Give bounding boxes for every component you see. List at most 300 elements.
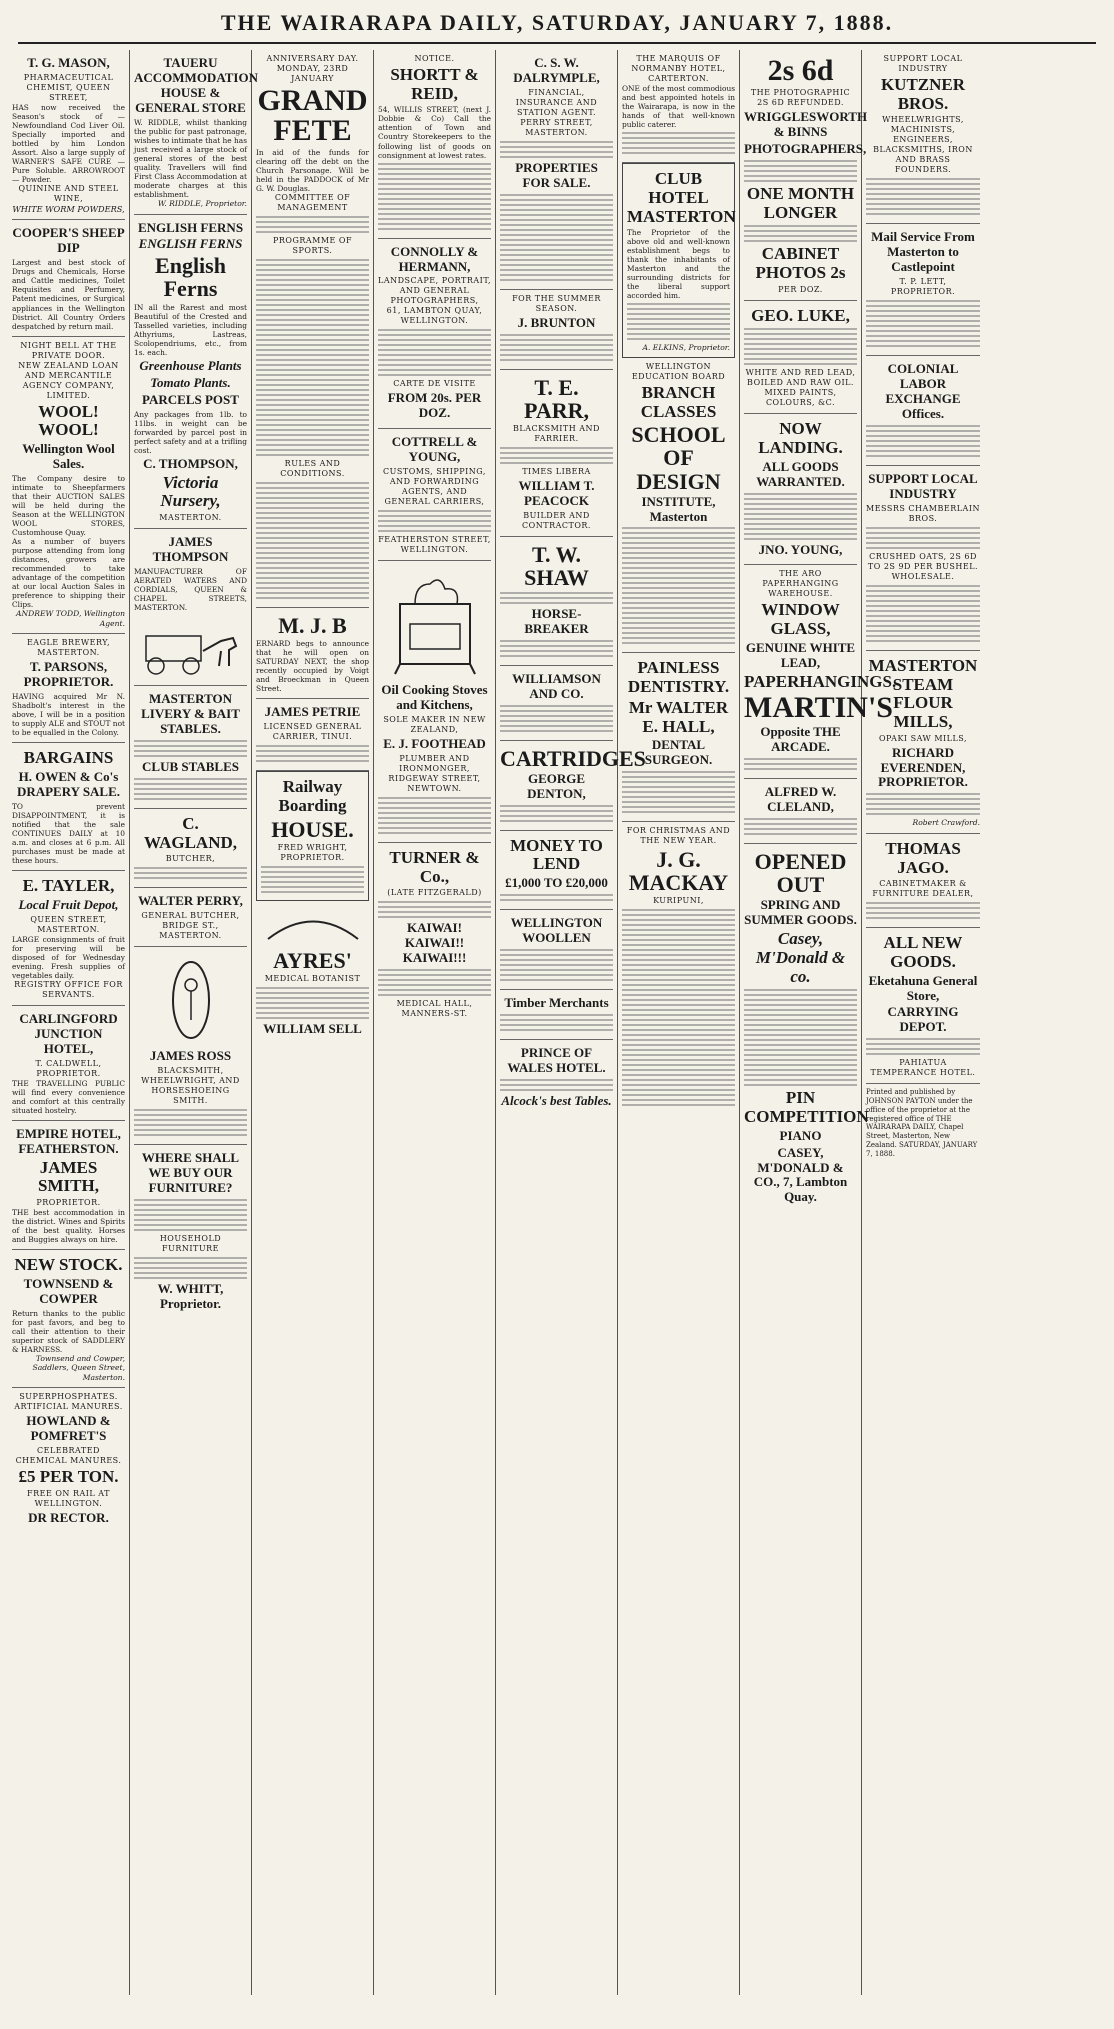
ad-body-text <box>134 778 247 800</box>
ad-title: J. G. MACKAY <box>628 847 729 896</box>
ad-headline: BARGAINS <box>23 748 114 768</box>
ad-title: OPENED OUT <box>754 849 847 898</box>
ad-body-text <box>744 818 857 835</box>
ad-manures <box>12 1388 125 1533</box>
ad-section: COMMITTEE OF MANAGEMENT <box>274 193 351 213</box>
ad-flour-mills <box>866 651 980 834</box>
ad-title: CONNOLLY & HERMANN, <box>390 243 479 274</box>
ad-title: Railway Boarding <box>278 777 347 816</box>
ad-body-text <box>500 1014 613 1031</box>
ad-body-text <box>134 740 247 757</box>
ad-subtitle: INSTITUTE, Masterton <box>641 493 716 524</box>
ad-cottrell-young <box>378 429 491 561</box>
ad-section: PAPERHANGINGS. <box>744 671 897 691</box>
column-2 <box>130 50 258 1995</box>
ad-title: WRIGGLESWORTH & BINNS <box>744 109 868 139</box>
ad-taueru-store <box>134 50 258 215</box>
column-7 <box>740 50 897 1995</box>
ad-new-stock <box>12 1250 125 1388</box>
ad-section: PROGRAMME OF SPORTS. <box>272 236 353 256</box>
ad-owner: WILLIAM T. PEACOCK <box>518 477 595 508</box>
ad-subtitle: CUSTOMS, SHIPPING, AND FORWARDING AGENTS, AND GENERAL CARRIERS, <box>383 467 486 507</box>
ad-body-text <box>256 987 369 1019</box>
ad-title: MONEY TO LEND <box>510 835 603 874</box>
ad-section: Tomato Plants. <box>150 374 231 390</box>
ad-title: Timber Merchants <box>504 994 609 1010</box>
ad-body-text <box>378 797 491 834</box>
ad-signature: ANDREW TODD, Wellington Agent. <box>16 609 125 628</box>
ad-oil-stoves <box>378 561 491 843</box>
ad-woollen <box>500 910 613 990</box>
ad-body: The Company desire to intimate to Sheepfarmers that their AUCTION SALES will be held during the Season at the WELLINGTON WOOL STORES, Customhouse Quay. <box>12 473 125 538</box>
ad-livery-stables <box>134 686 247 809</box>
ad-brunton <box>500 290 613 370</box>
ad-footer: CASEY, M'DONALD & CO., 7, Lambton Quay. <box>753 1144 848 1205</box>
ad-price: £5 PER TON. <box>18 1467 119 1487</box>
ad-bernard <box>256 608 369 699</box>
ad-now-landing <box>744 414 857 565</box>
ad-body-text <box>261 866 364 893</box>
ad-price-headline: 2s 6d <box>767 54 834 87</box>
ad-signature: Townsend and Cowper, Saddlers, Queen Street, Masterton. <box>32 1353 125 1382</box>
ad-subtitle: LANDSCAPE, PORTRAIT, AND GENERAL PHOTOGRAPHERS, <box>378 276 492 306</box>
ad-eketahuna <box>866 928 980 1084</box>
ad-marquis-hotel <box>622 50 735 163</box>
ad-body-text <box>622 909 735 1106</box>
ad-product: CELEBRATED CHEMICAL MANURES. <box>15 1446 122 1466</box>
ad-title: NOW LANDING. <box>758 419 843 457</box>
ad-body-text <box>866 793 980 815</box>
ad-title: H. OWEN & Co's DRAPERY SALE. <box>16 769 121 799</box>
ad-geo-luke <box>744 301 857 415</box>
ad-subtitle: KURIPUNI, <box>653 896 704 906</box>
ad-prince-wales <box>500 1040 613 1116</box>
ad-title: NIGHT BELL AT THE PRIVATE DOOR. <box>20 340 117 360</box>
ad-owner: FRED WRIGHT, PROPRIETOR. <box>277 842 348 862</box>
ad-signature: A. ELKINS, Proprietor. <box>642 343 730 353</box>
ad-owner: RICHARD EVERENDEN, PROPRIETOR. <box>878 744 968 790</box>
ad-shortt-reid <box>378 50 491 239</box>
ad-title: M. J. B <box>278 613 347 639</box>
ad-title: T. W. SHAW <box>524 541 589 590</box>
ad-title: TAUERU ACCOMMODATION HOUSE & GENERAL STORE <box>134 55 258 115</box>
ad-trade: BUILDER AND CONTRACTOR. <box>522 510 591 530</box>
ad-analyst: DR RECTOR. <box>28 1509 109 1525</box>
ad-title: E. TAYLER, <box>22 876 115 896</box>
ad-title: JAMES ROSS <box>149 1048 232 1064</box>
cooking-stove-illustration <box>385 569 485 679</box>
ad-cleland <box>744 779 857 844</box>
ad-timber <box>500 990 613 1040</box>
ad-title: JAMES PETRIE <box>264 704 361 720</box>
column-6 <box>618 50 740 1995</box>
ad-street: QUEEN STREET, MASTERTON. <box>30 914 107 934</box>
ad-body-text <box>622 132 735 154</box>
ad-mason <box>12 50 125 220</box>
ad-subtitle: SOLE MAKER IN NEW ZEALAND, <box>383 715 486 735</box>
ad-body-text <box>627 303 730 340</box>
ad-petrie <box>256 699 369 771</box>
ad-body-text <box>378 329 491 376</box>
ad-title: SUPPORT LOCAL INDUSTRY <box>868 470 978 501</box>
ad-headline: NEW STOCK. <box>14 1255 123 1275</box>
ad-label: FOR THE SUMMER SEASON. <box>512 293 601 313</box>
ad-headline: WOOL! WOOL! <box>38 401 99 440</box>
ad-prize: PIANO <box>779 1127 822 1143</box>
ad-trade: PLUMBER AND IRONMONGER, RIDGEWAY STREET, NEWTOWN. <box>388 754 481 793</box>
ad-title: WELLINGTON WOOLLEN <box>510 914 603 945</box>
column-5 <box>496 50 646 1995</box>
ad-railway-boarding <box>256 771 369 900</box>
ad-body: Any packages from 1lb. to 11lbs. in weight can be forwarded by parcel post in perfect safety and at a trifling cost. <box>134 409 247 455</box>
ad-title: GEO. LUKE, <box>751 305 850 325</box>
ad-owner: E. J. FOOTHEAD <box>383 736 486 752</box>
ad-signature: WILLIAM SELL <box>263 1020 362 1036</box>
ad-body-text <box>378 510 491 532</box>
ad-body: THE best accommodation in the district. Wines and Spirits of the best quality. Horses and Buggies always on hire. <box>12 1208 125 1245</box>
ad-body-text <box>256 745 369 762</box>
ad-trade: BUTCHER, <box>165 854 216 864</box>
ad-body: In aid of the funds for clearing off the debt on the Church Parsonage. Will be held in the PADDOCK of Mr G. W. Douglas. <box>256 148 369 194</box>
ad-trade: BLACKSMITH AND FARRIER. <box>513 423 600 443</box>
ad-section: PARCELS POST <box>142 391 239 407</box>
ad-subtitle: Alcock's best Tables. <box>501 1092 612 1108</box>
ad-subtitle: Local Fruit Depot, <box>18 896 119 912</box>
ad-body-text <box>866 527 980 549</box>
ad-label: THE ARO PAPERHANGING WAREHOUSE. <box>762 569 839 599</box>
horseshoe-figure-illustration <box>161 955 221 1045</box>
ad-street: 61, LAMBTON QUAY, WELLINGTON. <box>386 306 483 326</box>
printer-imprint: Printed and published by JOHNSON PAYTON under the office of the proprietor at the registered office of THE WAIRARAPA DAILY, Chapel Street, Masterton, New Zealand. SATURDAY, JANUARY 7, 1888. <box>866 1088 978 1158</box>
ad-body-text <box>500 592 613 604</box>
ad-price-list <box>866 585 980 642</box>
ad-sheep-dip <box>12 220 125 336</box>
ad-body-text <box>500 949 613 981</box>
ad-property-list <box>500 194 613 281</box>
ad-grand-fete <box>256 50 369 608</box>
ad-dentistry <box>622 653 735 822</box>
ad-title: THOMAS JAGO. <box>885 838 961 877</box>
ad-subtitle: PHOTOGRAPHERS, <box>744 140 867 156</box>
ayres-banner-illustration <box>263 909 363 945</box>
ad-date: ANNIVERSARY DAY. MONDAY, 23RD JANUARY <box>266 54 359 83</box>
ad-headline: KAIWAI! KAIWAI!! KAIWAI!!! <box>402 920 467 966</box>
ad-title: CARLINGFORD JUNCTION HOTEL, <box>19 1010 118 1056</box>
ad-parr <box>500 370 613 537</box>
ad-subtitle: WHEELWRIGHTS, MACHINISTS, ENGINEERS, BLACKSMITHS, IRON AND BRASS FOUNDERS. <box>873 115 973 175</box>
ad-title: Mail Service From Masterton to Castlepoint <box>871 229 975 275</box>
ad-money-lend <box>500 831 613 910</box>
column-grid <box>8 50 1106 1995</box>
ad-club-hotel <box>622 163 735 358</box>
ad-cartridges <box>500 741 646 831</box>
ad-subtitle: NEW ZEALAND LOAN AND MERCANTILE AGENCY COMPANY, LIMITED. <box>18 360 119 400</box>
ad-title: WALTER PERRY, <box>138 893 243 909</box>
ad-body-text <box>500 805 613 822</box>
ad-body: ERNARD begs to announce that he will open on SATURDAY NEXT, the shop recently occupied by Voigt and Broeckman in Queen Street. <box>256 639 369 694</box>
ad-address: MEDICAL HALL, MANNERS-ST. <box>396 999 473 1019</box>
ad-body-text <box>500 141 613 158</box>
ad-subtitle: HOUSEHOLD FURNITURE <box>159 1233 222 1253</box>
ad-subtitle: FINANCIAL, INSURANCE AND STATION AGENT. <box>515 87 598 117</box>
ad-title: T. G. MASON, <box>27 55 110 70</box>
column-8 <box>862 50 984 1995</box>
ad-body: HAS now received the Season's stock of — Newfoundland Cod Liver Oil. Specially imported and bottled by him London Assort. Also a large supply of WARNER'S SAFE CURE — Pure Soluble. ARROWROOT — Powder. <box>12 102 125 185</box>
ad-shaw <box>500 537 613 666</box>
ad-subheadline: Wellington Wool Sales. <box>22 440 115 471</box>
ad-body-text <box>256 482 369 599</box>
ad-subtitle: Eketahuna General Store, <box>868 972 978 1003</box>
ad-subtitle: SPRING AND SUMMER GOODS. <box>744 897 857 928</box>
ad-body-text <box>866 1038 980 1055</box>
ad-photographers <box>744 50 868 301</box>
ad-section: WHOLESALE. <box>891 571 955 581</box>
ad-title: SUPERPHOSPHATES. <box>19 1392 118 1402</box>
ad-title: C. WAGLAND, <box>143 813 238 852</box>
ad-dalrymple <box>500 50 613 290</box>
ad-title: PRINCE OF WALES HOTEL. <box>507 1044 606 1075</box>
ad-section: ONE MONTH LONGER <box>746 183 855 222</box>
ad-body-text <box>500 447 613 464</box>
ad-loan-agency <box>12 337 125 635</box>
ad-body: ONE of the most commodious and best appointed hotels in the Wairarapa, is now in the hands of that well-known public caterer. <box>622 84 735 130</box>
ad-signature: W. WHITT, Proprietor. <box>157 1280 224 1311</box>
ad-title: MASTERTON LIVERY & BAIT STABLES. <box>141 691 240 736</box>
ad-delivery: FREE ON RAIL AT WELLINGTON. <box>27 1488 110 1508</box>
ad-body-text <box>622 771 735 813</box>
ad-title: EMPIRE HOTEL, FEATHERSTON. <box>16 1125 121 1156</box>
ad-subtitle: MEDICAL BOTANIST <box>264 973 361 983</box>
ad-subtitle: MESSRS CHAMBERLAIN BROS. <box>866 503 980 523</box>
ad-body: HAVING acquired Mr N. Shadbolt's interest in the above, I will be in a position to supply ALE and STOUT not to be equalled in the Colony. <box>12 692 125 738</box>
ad-headline: GRAND FETE <box>257 84 368 147</box>
ad-title: WILLIAMSON AND CO. <box>512 670 601 701</box>
ad-section: CARTE DE VISITE <box>393 379 476 389</box>
ad-trade: LICENSED GENERAL CARRIER, TINUI. <box>263 722 362 742</box>
column-1 <box>8 50 130 1995</box>
ad-body: Largest and best stock of Drugs and Chemicals, Horse and Cattle medicines, Toilet Requisites and Perfumery, Patent medicines, or Surgical appliances in the Wellington District. All Country Orders despatched by return mail. <box>12 258 125 331</box>
ad-title: TOWNSEND & COWPER <box>23 1275 114 1306</box>
ad-subtitle: HOUSE. <box>271 816 354 842</box>
ad-label: THE PHOTOGRAPHIC 2S 6D REFUNDED. <box>750 88 851 107</box>
ad-subtitle: CLUB STABLES <box>142 758 239 774</box>
ad-title: TURNER & Co., <box>389 848 480 886</box>
ad-body-text <box>134 867 247 879</box>
ad-subtitle: CABINETMAKER & FURNITURE DEALER, <box>872 879 974 899</box>
ad-turner <box>378 843 491 1024</box>
ad-kutzner <box>866 50 980 224</box>
ad-title: ALL NEW GOODS. <box>883 933 963 971</box>
ad-eagle-brewery <box>12 634 125 743</box>
ad-body-text <box>866 178 980 215</box>
ad-trade: GENERAL BUTCHER, BRIDGE ST., MASTERTON. <box>141 911 240 941</box>
ad-junction-hotel <box>12 1006 125 1121</box>
ad-amount: £1,000 TO £20,000 <box>505 875 608 891</box>
imprint <box>866 1084 980 1163</box>
ad-body-text <box>744 989 857 1086</box>
ad-williamson <box>500 666 613 741</box>
ad-item: BOILED AND RAW OIL. <box>747 378 854 388</box>
ad-brand: HOWLAND & POMFRET'S <box>26 1413 111 1444</box>
ad-body: As a number of buyers purpose attending from long distances, growers are recommended to take advantage of the competition at our local Auction Sales in preference to shipping their Clips. <box>12 537 125 610</box>
horse-carriage-illustration <box>141 616 241 676</box>
ad-title: MASTERTON STEAM FLOUR MILLS, <box>868 655 978 731</box>
ad-role: PROPRIETOR. <box>36 1198 101 1208</box>
ad-title: Oil Cooking Stoves and Kitchens, <box>381 682 488 713</box>
ad-headline: English Ferns <box>155 253 226 302</box>
ad-mackay <box>622 822 735 1114</box>
ad-perry-butcher <box>134 888 247 947</box>
ad-section: PIN COMPETITION <box>744 1088 869 1126</box>
column-4 <box>374 50 496 1995</box>
ad-subtitle: T. PARSONS, PROPRIETOR. <box>23 659 114 690</box>
ad-title: COTTRELL & YOUNG, <box>391 434 478 465</box>
ad-body-text <box>622 527 735 644</box>
ad-body-text <box>378 901 491 918</box>
ad-owner: C. THOMPSON, <box>143 455 238 471</box>
ad-title: COLONIAL LABOR EXCHANGE Offices. <box>885 361 961 421</box>
ad-chamberlain <box>866 466 980 651</box>
ad-town: MASTERTON. <box>159 513 222 523</box>
ad-body: MANUFACTURER OF AERATED WATERS AND CORDIALS, QUEEN & CHAPEL STREETS, MASTERTON. <box>134 566 247 613</box>
ad-english-ferns <box>134 215 247 530</box>
ad-body-text <box>500 640 613 657</box>
ad-headline: SCHOOL OF DESIGN <box>631 422 726 494</box>
ad-body-text <box>500 894 613 901</box>
ad-title: AYRES' <box>273 947 352 973</box>
ad-subtitle: GENUINE WHITE LEAD, <box>745 639 856 670</box>
ad-body-text <box>378 969 491 996</box>
ad-label: TIMES LIBERA <box>522 466 591 476</box>
ad-owner: T. CALDWELL, PROPRIETOR. <box>35 1058 102 1078</box>
ad-subtitle: PHARMACEUTICAL CHEMIST, QUEEN STREET, <box>23 72 114 102</box>
ad-footer: REGISTRY OFFICE FOR SERVANTS. <box>14 979 123 999</box>
ad-trade: HORSE-BREAKER <box>524 605 589 636</box>
ad-body: The Proprietor of the above old and well-known establishment begs to thank the inhabitants of Masterton and the surrounding districts for the liberal support accorded him. <box>627 228 730 301</box>
ad-street: PERRY STREET, MASTERTON. <box>520 117 593 137</box>
ad-trade: BLACKSMITH, WHEELWRIGHT, AND HORSESHOEING SMITH. <box>141 1066 240 1106</box>
ad-title: PAINLESS DENTISTRY. <box>627 658 730 697</box>
ad-owen-sale <box>12 743 125 871</box>
ad-item: WHITE AND RED LEAD, <box>745 368 856 378</box>
ad-title: C. S. W. DALRYMPLE, <box>513 55 600 85</box>
ad-goods-list <box>378 163 491 230</box>
ad-body-text <box>256 259 369 456</box>
ad-body-text <box>866 425 980 457</box>
column-3 <box>252 50 374 1995</box>
ad-item: QUININE AND STEEL WINE, <box>18 184 119 204</box>
ad-subtitle: ARTIFICIAL MANURES. <box>14 1402 123 1412</box>
ad-title: BRANCH CLASSES <box>640 382 717 421</box>
ad-subtitle: (LATE FITZGERALD) <box>387 888 482 898</box>
ad-section: Greenhouse Plants <box>139 357 242 373</box>
ad-price: FROM 20s. PER DOZ. <box>387 390 482 421</box>
ad-title: WHERE SHALL WE BUY OUR FURNITURE? <box>141 1150 240 1195</box>
ad-title: KUTZNER BROS. <box>880 75 966 113</box>
ad-body-text <box>744 493 857 540</box>
ad-label: FOR CHRISTMAS AND THE NEW YEAR. <box>626 826 731 846</box>
ad-body: Return thanks to the public for past favors, and beg to call their attention to their superior stock of SADDLERY & HARNESS. <box>12 1308 125 1354</box>
ad-section: PROPERTIES FOR SALE. <box>515 159 598 190</box>
ad-trade: DENTAL SURGEON. <box>644 737 713 768</box>
ad-casey-mdonald <box>744 844 869 1212</box>
ad-item: WHITE WORM POWDERS, <box>12 204 125 215</box>
ad-signature: W. RIDDLE, Proprietor. <box>157 199 247 209</box>
ad-title: T. E. PARR, <box>524 374 589 423</box>
ad-body-text <box>744 758 857 770</box>
ad-body: TO prevent DISAPPOINTMENT, it is notified that the sale CONTINUES DAILY at 10 a.m. and closes at 6 p.m. All purchases must be made at these hours. <box>12 801 125 866</box>
ad-body-text <box>866 300 980 347</box>
ad-body: LARGE consignments of fruit for preserving will be disposed of for Wednesday evening. Fresh supplies of vegetables daily. <box>12 934 125 980</box>
ad-headline: ALL GOODS WARRANTED. <box>756 458 845 489</box>
ad-body-text <box>744 328 857 365</box>
ad-james-ross <box>134 947 247 1145</box>
ad-wagland-butcher <box>134 809 247 888</box>
ad-body-text <box>256 216 369 233</box>
ad-body: 54, WILLIS STREET, (next J. Dobbie & Co) Call the attention of Town and Country Storekeepers to the following list of goods on consignment at lowest rates. <box>378 105 491 160</box>
ad-body: THE TRAVELLING PUBLIC will find every convenience and comfort at this centrally situated hostelry. <box>12 1078 125 1115</box>
ad-owner: Mr WALTER E. HALL, <box>628 697 729 736</box>
ad-body: W. RIDDLE, whilst thanking the public for past patronage, wishes to intimate that he has just received a large stock of general stores of the best quality. Travellers will find First Class Accommodation at moderate charges at this establishment. <box>134 117 247 199</box>
ad-title: CARTRIDGES <box>500 745 646 771</box>
ad-brand: MARTIN'S <box>744 691 893 725</box>
ad-street: FEATHERSTON STREET, WELLINGTON. <box>378 535 491 555</box>
ad-subtitle: ENGLISH FERNS <box>138 236 243 252</box>
ad-footer: PAHIATUA TEMPERANCE HOTEL. <box>870 1058 976 1078</box>
ad-label: WELLINGTON EDUCATION BOARD <box>631 361 726 381</box>
ad-tayler <box>12 871 125 1006</box>
ad-ayres <box>256 901 369 1044</box>
ad-title: COOPER'S SHEEP DIP <box>12 225 125 256</box>
ad-business: Victoria Nursery, <box>160 472 221 511</box>
ad-subtitle: OPAKI SAW MILLS, <box>878 733 968 743</box>
ad-body-text <box>500 1079 613 1091</box>
ad-empire-hotel <box>12 1121 125 1250</box>
ad-body-text <box>500 705 613 732</box>
ad-price: CRUSHED OATS, 2S 6D TO 2S 9D PER BUSHEL. <box>867 551 979 571</box>
ad-owner: GEORGE DENTON, <box>527 770 586 801</box>
ad-connolly-hermann <box>378 239 491 430</box>
ad-body: IN all the Rarest and most Beautiful of the Crested and Tasselled varieties, including Athyriums, Lastreas, Scolopendriums, etc., from 1s. each. <box>134 302 247 357</box>
masthead: THE WAIRARAPA DAILY, SATURDAY, JANUARY 7, 1888. <box>18 10 1096 44</box>
ad-school-design <box>622 358 735 654</box>
ad-owner: JAMES SMITH, <box>38 1157 99 1196</box>
ad-title: ENGLISH FERNS <box>137 219 244 235</box>
ad-brand: Casey, M'Donald & co. <box>755 929 846 986</box>
ad-title: THE MARQUIS OF NORMANBY HOTEL, CARTERTON. <box>631 54 726 83</box>
ad-labor-exchange <box>866 356 980 466</box>
ad-body-text <box>134 1199 247 1231</box>
ad-body-text <box>500 334 613 361</box>
ad-paperhanging <box>744 565 897 779</box>
ad-title: SHORTT & REID, <box>390 65 479 103</box>
ad-title: CLUB HOTEL MASTERTON <box>627 169 736 226</box>
ad-title: J. BRUNTON <box>517 314 596 330</box>
ad-section: CARRYING DEPOT. <box>887 1004 959 1035</box>
ad-body-text <box>744 160 857 182</box>
ad-body-text <box>134 1109 247 1136</box>
ad-signature: Robert Crawford. <box>912 818 980 828</box>
ad-jago <box>866 834 980 928</box>
ad-aerated-waters <box>134 529 247 686</box>
ad-title: EAGLE BREWERY, MASTERTON. <box>26 638 111 658</box>
ad-owner: JNO. YOUNG, <box>758 541 843 557</box>
ad-body-text <box>134 1257 247 1279</box>
ad-label: NOTICE. <box>414 54 455 63</box>
ad-item: MIXED PAINTS, COLOURS, &C. <box>764 388 837 408</box>
ad-unit: PER DOZ. <box>778 284 823 294</box>
ad-location: Opposite THE ARCADE. <box>760 724 841 755</box>
